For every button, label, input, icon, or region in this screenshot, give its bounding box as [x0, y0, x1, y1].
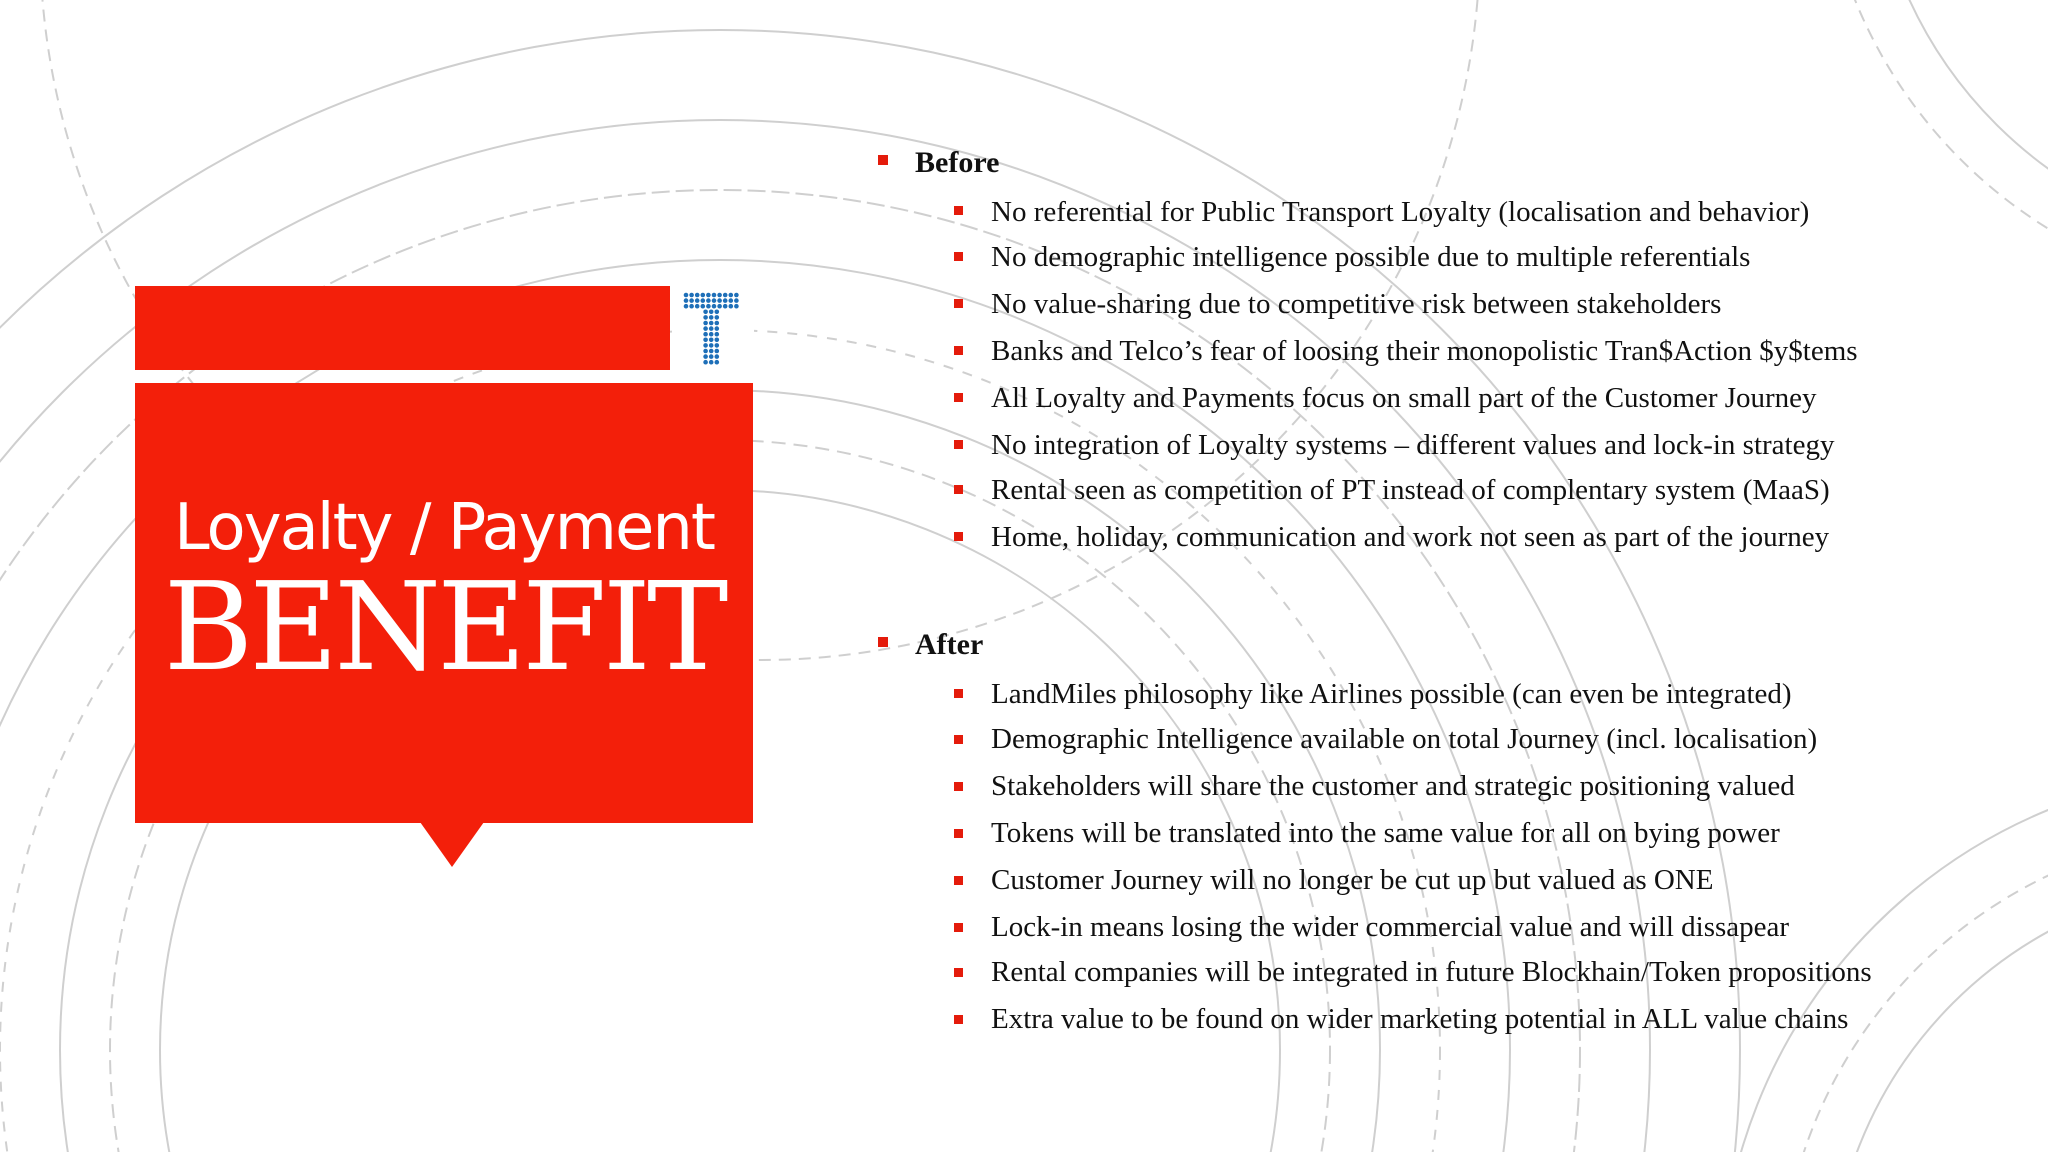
speech-pointer: [420, 822, 484, 867]
bullet-square-icon: [878, 155, 888, 165]
bullet-square-icon: [954, 968, 963, 977]
dotted-t-logo-icon: [672, 286, 754, 370]
bullet-square-icon: [954, 299, 963, 308]
before-item: All Loyalty and Payments focus on small part of the Customer Journey: [991, 382, 1817, 414]
bullet-square-icon: [954, 485, 963, 494]
bullet-square-icon: [954, 782, 963, 791]
bullet-square-icon: [954, 923, 963, 932]
slide-subtitle: Loyalty / Payment: [174, 491, 714, 565]
after-item: Lock-in means losing the wider commercial value and will dissapear: [991, 911, 1790, 943]
after-item: Rental companies will be integrated in future Blockhain/Token propositions: [991, 956, 1872, 988]
after-item: Customer Journey will no longer be cut up but valued as ONE: [991, 864, 1714, 896]
bullet-square-icon: [954, 689, 963, 698]
bullet-square-icon: [954, 346, 963, 355]
bullet-square-icon: [954, 1015, 963, 1024]
bullet-square-icon: [954, 876, 963, 885]
before-item: No referential for Public Transport Loyalty (localisation and behavior): [991, 196, 1810, 228]
bullet-square-icon: [878, 637, 888, 647]
before-item: No value-sharing due to competitive risk between stakeholders: [991, 288, 1722, 320]
bullet-square-icon: [954, 252, 963, 261]
title-card: [135, 383, 753, 823]
after-item: LandMiles philosophy like Airlines possible (can even be integrated): [991, 678, 1792, 710]
after-item: Extra value to be found on wider marketing potential in ALL value chains: [991, 1003, 1849, 1035]
bullet-square-icon: [954, 532, 963, 541]
after-item: Stakeholders will share the customer and strategic positioning valued: [991, 770, 1795, 802]
bullet-square-icon: [954, 440, 963, 449]
bullet-content: [870, 0, 2030, 1152]
title-top-bar: [135, 286, 670, 370]
before-item: No demographic intelligence possible due to multiple referentials: [991, 241, 1751, 273]
slide-title: BENEFIT: [163, 556, 725, 698]
before-item: Rental seen as competition of PT instead of complentary system (MaaS): [991, 474, 1830, 506]
bullet-square-icon: [954, 393, 963, 402]
bullet-square-icon: [954, 735, 963, 744]
after-item: Tokens will be translated into the same value for all on bying power: [991, 817, 1780, 849]
before-item: Home, holiday, communication and work not seen as part of the journey: [991, 521, 1830, 553]
after-item: Demographic Intelligence available on total Journey (incl. localisation): [991, 723, 1818, 755]
bullet-square-icon: [954, 206, 963, 215]
before-item: No integration of Loyalty systems – different values and lock-in strategy: [991, 429, 1835, 461]
bullet-square-icon: [954, 829, 963, 838]
section-heading-before: Before: [915, 146, 1000, 179]
section-heading-after: After: [915, 628, 984, 661]
logo: [672, 286, 754, 370]
before-item: Banks and Telco’s fear of loosing their monopolistic Tran$Action $y$tems: [991, 335, 1858, 367]
